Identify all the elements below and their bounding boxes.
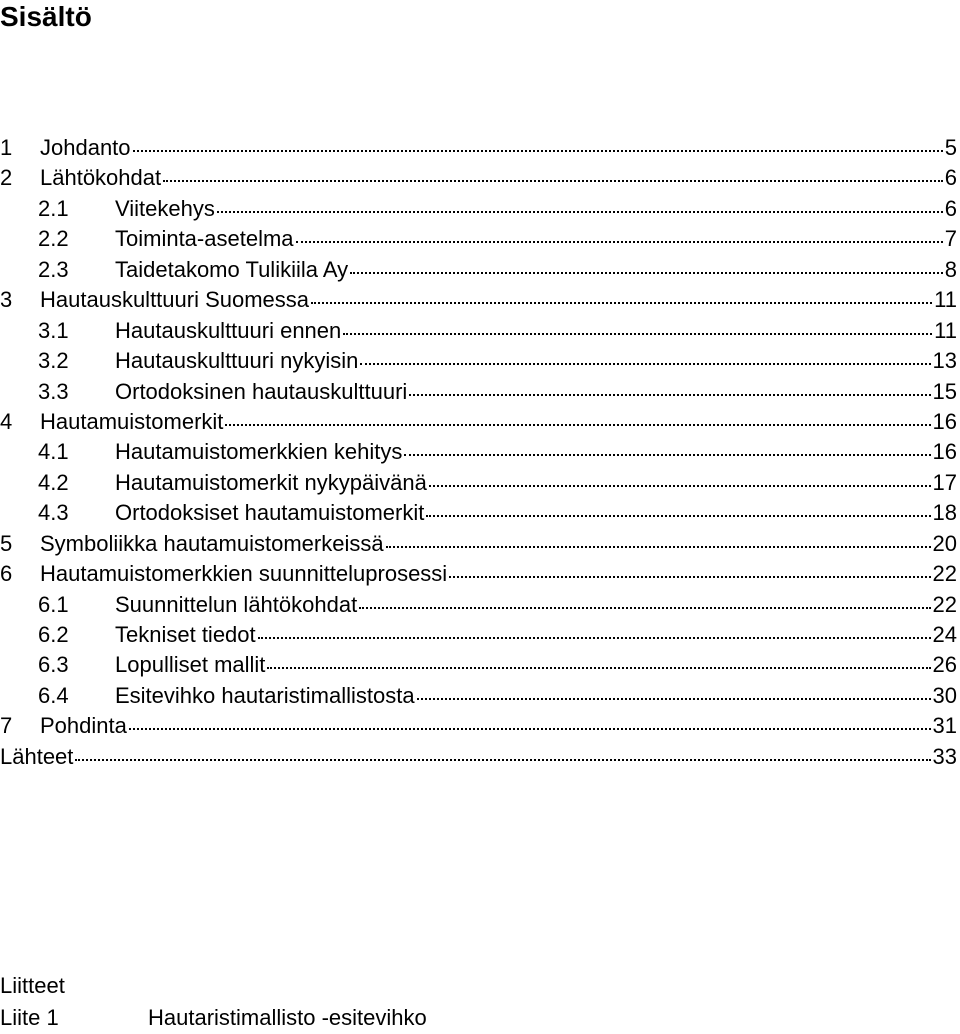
toc-entry-page: 22 [932,561,957,587]
toc-entry[interactable] [0,496,957,526]
toc-dot-leader [133,128,943,152]
toc-entry[interactable] [0,557,957,587]
toc-entry-title: Hautamuistomerkkien suunnitteluprosessi [40,561,448,587]
toc-entry-page: 6 [944,195,957,221]
toc-entry-number: 4.2 [38,469,69,495]
toc-entry[interactable] [0,161,957,191]
toc-entry-title: Esitevihko hautaristimallistosta [115,682,415,708]
toc-entry-number: 4.1 [38,439,69,465]
toc-dot-leader [267,645,930,669]
toc-entry[interactable] [0,405,957,435]
toc-entry-title: Tekniset tiedot [115,622,256,647]
toc-entry-number: 2.2 [38,226,69,252]
toc-entry[interactable] [0,222,957,252]
toc-entry-title: Ortodoksinen hautauskulttuuri [115,378,408,404]
toc-entry-number: 6.2 [38,622,69,647]
toc-entry-title: Lopulliset mallit [115,652,266,678]
toc-entry-page: 5 [944,135,957,160]
toc-dot-leader [225,402,930,426]
toc-dot-leader [217,189,943,213]
toc-entry[interactable] [0,253,957,283]
toc-entry-page: 16 [932,408,957,434]
toc-entry-number: 2 [0,165,13,191]
toc-dot-leader [429,463,931,487]
toc-entry-number: 6.3 [38,652,69,678]
toc-entry-page: 20 [932,530,957,556]
toc-entry-page: 22 [932,591,957,617]
toc-entry[interactable] [0,679,957,709]
toc-entry-number: 6.4 [38,682,69,708]
toc-dot-leader [350,250,943,274]
toc-dot-leader [426,493,930,517]
toc-entry-number: 2.3 [38,256,69,282]
toc-entry[interactable] [0,466,957,496]
toc-dot-leader [417,676,931,700]
toc-dot-leader [311,280,932,304]
toc-entry[interactable] [0,648,957,678]
toc-entry-number: 5 [0,530,13,556]
toc-dot-leader [343,311,932,335]
appendix-section [0,970,427,1034]
toc-entry[interactable] [0,588,957,618]
toc-entry-title: Suunnittelun lähtökohdat [115,591,358,617]
toc-entry[interactable] [0,131,957,161]
toc-entry[interactable] [0,344,957,374]
toc-entry-number: 3 [0,287,13,313]
toc-entry[interactable] [0,283,957,313]
toc-dot-leader [360,341,930,365]
toc-entry-title: Hautauskulttuuri nykyisin [115,348,359,374]
toc-dot-leader [386,524,931,548]
toc-entry-page: 11 [934,317,957,343]
toc-entry-title: Hautamuistomerkit [40,408,224,434]
toc-dot-leader [75,737,930,761]
toc-entry-number: 2.1 [38,195,69,221]
toc-entry-number: 6.1 [38,591,69,617]
toc-entry-title: Pohdinta [40,713,127,739]
toc-dot-leader [163,158,943,182]
toc-entry-number: 4 [0,408,13,434]
toc-entry-number: 6 [0,561,13,587]
toc-entry-page: 7 [944,226,957,252]
toc-entry-number: 4.3 [38,500,69,526]
toc-entry-page: 31 [932,713,957,739]
toc-entry-page: 26 [932,652,957,678]
toc-entry-title: Toiminta-asetelma [115,226,294,252]
toc-entry-title: Hautamuistomerkit nykypäivänä [115,469,427,495]
toc-entry-title: Viitekehys [115,195,215,221]
toc-entry-page: 8 [944,256,957,282]
toc-dot-leader [449,554,930,578]
toc-entry-page: 6 [944,165,957,191]
toc-entry-page: 15 [932,378,957,404]
toc-entry-title: Hautamuistomerkkien kehitys [115,439,403,465]
toc-entry-number: 3.2 [38,348,69,374]
toc-entry-number: 3.3 [38,378,69,404]
toc-dot-leader [129,706,931,730]
toc-dot-leader [359,585,930,609]
toc-entry-title: Taidetakomo Tulikiila Ay [115,256,349,282]
toc-entry-title: Lähteet [0,743,74,769]
toc-entry-title: Johdanto [40,135,131,160]
toc-entry-title: Hautauskulttuuri Suomessa [40,287,310,313]
toc-entry-page: 13 [932,348,957,374]
toc-entry-page: 18 [932,500,957,526]
toc-entry-number: 1 [0,135,13,160]
toc-entry[interactable] [0,709,957,739]
toc-entry[interactable] [0,375,957,405]
toc-entry-number: 7 [0,713,13,739]
toc-entry-page: 30 [932,682,957,708]
toc-entry[interactable] [0,527,957,557]
toc-entry[interactable] [0,740,957,770]
toc-entry-page: 11 [934,287,957,313]
toc-dot-leader [296,219,943,243]
toc-entry-title: Hautauskulttuuri ennen [115,317,342,343]
toc-entry-title: Lähtökohdat [40,165,162,191]
appendix-title: Hautaristimallisto -esitevihko [148,1005,427,1030]
toc-entry-number: 3.1 [38,317,69,343]
toc-entry-page: 17 [932,469,957,495]
toc-entry-page: 24 [932,622,957,647]
toc-entry-page: 33 [932,743,957,769]
toc-entry[interactable] [0,618,957,648]
toc-dot-leader [409,372,930,396]
appendix-list [0,1002,427,1034]
toc-entry-title: Symboliikka hautamuistomerkeissä [40,530,384,556]
toc-dot-leader [258,615,931,639]
toc-entry-page: 16 [932,439,957,465]
toc-entry[interactable] [0,314,957,344]
appendix-label: Liite 1 [0,1005,59,1030]
toc-entry-title: Ortodoksiset hautamuistomerkit [115,500,425,526]
toc-dot-leader [404,432,930,456]
toc-entry[interactable] [0,192,957,222]
table-of-contents [0,131,957,770]
page-title: Sisältö [0,1,92,32]
toc-entry[interactable] [0,435,957,465]
appendix-heading: Liitteet [0,973,65,998]
appendix-item [0,1002,427,1034]
